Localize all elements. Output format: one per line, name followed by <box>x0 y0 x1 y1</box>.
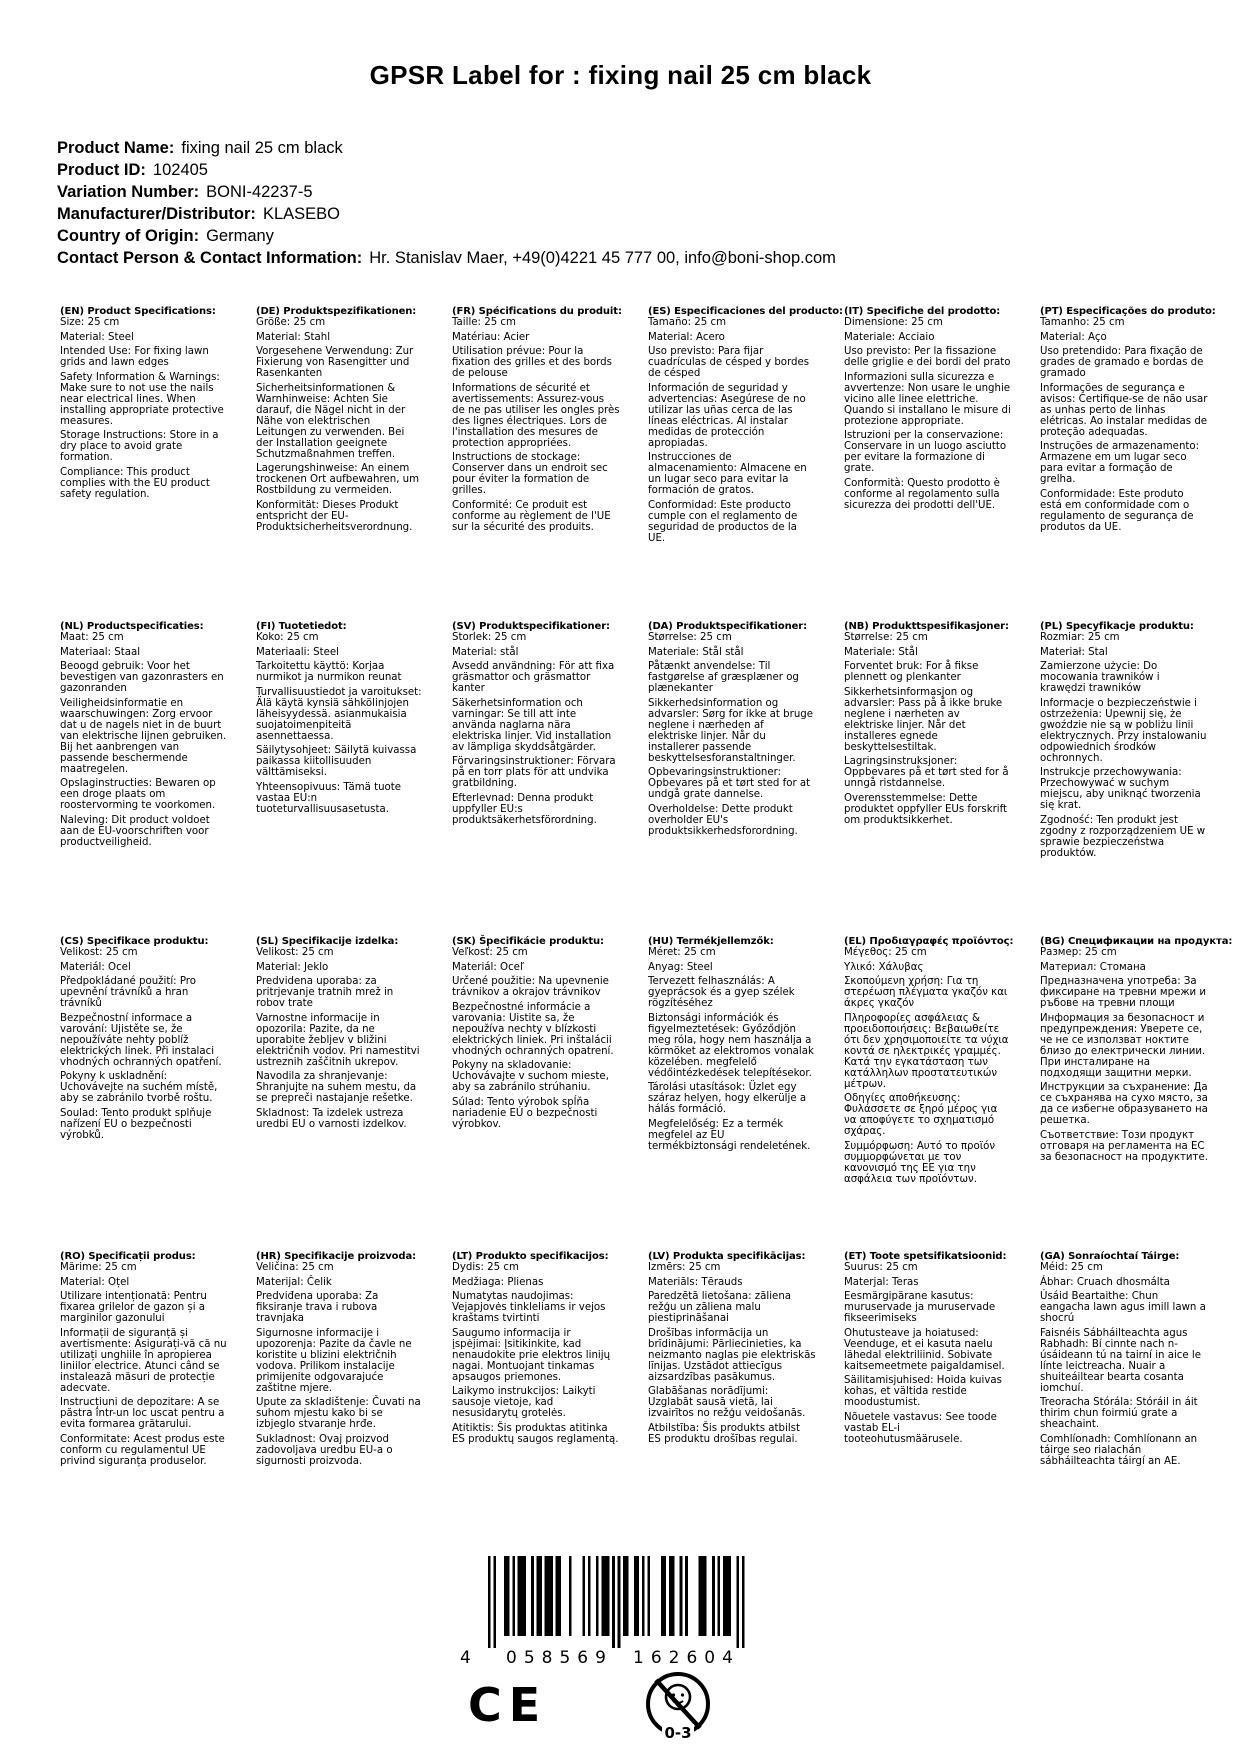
language-block-hr <box>256 1251 424 1470</box>
language-block-paragraph: Storage Instructions: Store in a dry place to avoid grate formation. <box>60 430 219 463</box>
language-block-paragraph: Soulad: Tento produkt splňuje nařízení EU o bezpečnosti výrobků. <box>60 1107 212 1141</box>
language-block-paragraph: Materiale: Stål stål <box>648 646 744 658</box>
language-block-title: (HR) Specifikacije proizvoda: <box>256 1251 417 1262</box>
language-block-paragraph: Συμμόρφωση: Αυτό το προϊόν συμμορφώνεται με τον κανονισμό της ΕΕ για την ασφάλεια των προϊόντων. <box>844 1140 996 1185</box>
language-block-paragraph: Conformità: Questo prodotto è conforme al regolamento sulla sicurezza dei prodotti dell'UE. <box>844 477 1000 511</box>
language-block-nb <box>844 621 1012 936</box>
language-block-paragraph: Dimensione: 25 cm <box>844 317 943 328</box>
language-block-title: (HU) Termékjellemzők: <box>648 936 774 947</box>
language-block-title: (FI) Tuotetiedot: <box>256 621 347 632</box>
language-block-paragraph: Съответствие: Този продукт отговаря на регламента на ЕС за безопасност на продуктите. <box>1040 1129 1208 1163</box>
language-block-fr <box>452 306 620 621</box>
info-value: Germany <box>206 227 274 245</box>
language-block-paragraph: Conformité: Ce produit est conforme au règlement de l'UE sur la sécurité des produits. <box>452 499 611 533</box>
language-block-title: (FR) Spécifications du produit: <box>452 306 622 317</box>
language-block-paragraph: Material: Steel <box>60 331 134 343</box>
language-block-el <box>844 936 1012 1251</box>
language-block-paragraph: Varnostne informacije in opozorila: Pazite, da ne uporabite žebljev v bližini električnih vodov. Pri namestitvi ustreznih zaščitnih ukrepov. <box>256 1012 420 1068</box>
language-block-pl <box>1040 621 1208 936</box>
language-block-title: (ES) Especificaciones del producto: <box>648 306 843 317</box>
language-block-paragraph: Förvaringsinstruktioner: Förvara på en torr plats för att undvika gratbildning. <box>452 756 616 789</box>
language-block-paragraph: Ohutusteave ja hoiatused: Veenduge, et ei kasuta naelu lähedal elektriliinid. Sobivate kaitsemeetmete paigaldamisel. <box>844 1327 1005 1372</box>
barcode <box>450 1556 760 1672</box>
language-block-paragraph: Predviđena uporaba: Za fiksiranje trava i rubova travnjaka <box>256 1291 379 1324</box>
language-grid <box>60 306 1233 1470</box>
language-block-title: (EL) Προδιαγραφές προϊόντος: <box>844 936 1014 947</box>
language-block-paragraph: Opslaginstructies: Bewaren op een droge plaats om roostervorming te voorkomen. <box>60 778 216 811</box>
language-block-paragraph: Zamierzone użycie: Do mocowania trawników i krawędzi trawników <box>1040 661 1160 694</box>
language-block-paragraph: Material: Acero <box>648 331 725 343</box>
language-block-paragraph: Instrucțiuni de depozitare: A se păstra într-un loc uscat pentru a evita formarea grătarului. <box>60 1397 225 1430</box>
language-block-paragraph: Conformitate: Acest produs este conform cu regulamentul UE privind siguranța produselor. <box>60 1433 225 1467</box>
language-block-paragraph: Größe: 25 cm <box>256 317 326 328</box>
language-block-paragraph: Materiale: Stål <box>844 646 918 658</box>
language-block-title: (LV) Produkta specifikācijas: <box>648 1251 806 1262</box>
language-block-paragraph: Instrucciones de almacenamiento: Almacene en un lugar seco para evitar la formación de gratos. <box>648 452 807 496</box>
language-block-paragraph: Material: Aço <box>1040 331 1107 343</box>
language-block-title: (DA) Produktspecifikationer: <box>648 621 808 632</box>
language-block-paragraph: Glabāšanas norādījumi: Uzglabāt sausā vietā, lai izvairītos no režģu veidošanās. <box>648 1386 806 1419</box>
language-block-paragraph: Uso previsto: Per la fissazione delle griglie e dei bordi del prato <box>844 346 1011 368</box>
language-block-paragraph: Konformität: Dieses Produkt entspricht der EU-Produktsicherheitsverordnung. <box>256 499 413 533</box>
language-block-paragraph: Tamanho: 25 cm <box>1040 317 1125 328</box>
language-block-paragraph: Eesmärgipärane kasutus: muruservade ja muruservade fikseerimiseks <box>844 1291 996 1324</box>
info-line <box>57 137 836 159</box>
language-block-paragraph: Информация за безопасност и предупреждения: Уверете се, че не се използват ноктите близо до електрически линии. При инсталиране на подходящи защитни мерки. <box>1040 1012 1206 1079</box>
language-block-paragraph: Bezpečnostné informácie a varovania: Uistite sa, že nepoužíva nechty v blízkosti elektrických liniek. Pri inštalácii vhodných ochranných opatrení. <box>452 1001 614 1057</box>
language-block-sk <box>452 936 620 1251</box>
language-block-paragraph: Předpokládané použití: Pro upevnění trávníků a hran trávníků <box>60 976 196 1009</box>
language-block-paragraph: Méret: 25 cm <box>648 947 716 958</box>
language-block-paragraph: Velikost: 25 cm <box>60 947 138 958</box>
language-block-paragraph: Säilytysohjeet: Säilytä kuivassa paikassa kiitollisuuden välttämiseksi. <box>256 745 417 778</box>
language-block-paragraph: Dydis: 25 cm <box>452 1262 519 1273</box>
language-block-paragraph: Størrelse: 25 cm <box>648 632 732 643</box>
language-block-paragraph: Υλικό: Χάλυβας <box>844 961 924 973</box>
language-block-paragraph: Istruzioni per la conservazione: Conservare in un luogo asciutto per evitare la formazione di grate. <box>844 430 1007 474</box>
language-block-title: (GA) Sonraíochtaí Táirge: <box>1040 1251 1180 1262</box>
language-block-paragraph: Úsáid Beartaithe: Chun eangacha lawn agus imill lawn a shocrú <box>1040 1291 1206 1324</box>
language-block-paragraph: Materiál: Ocel <box>60 961 131 973</box>
language-block-paragraph: Instruções de armazenamento: Armazene em um lugar seco para evitar a formação de grelha. <box>1040 441 1200 485</box>
language-block-paragraph: Sukladnost: Ovaj proizvod zadovoljava uredbu EU-a o sigurnosti proizvoda. <box>256 1433 393 1467</box>
language-block-paragraph: Материал: Стомана <box>1040 961 1146 973</box>
language-block-pt <box>1040 306 1216 621</box>
language-block-sl <box>256 936 424 1251</box>
info-value: 102405 <box>152 161 208 179</box>
language-block-paragraph: Veiligheidsinformatie en waarschuwingen: Zorg ervoor dat u de nagels niet in de buurt van elektrische lijnen gebruiken. Bij het aanbrengen van passende beschermende maatregelen. <box>60 697 227 775</box>
info-line <box>57 181 836 203</box>
language-block-title: (PL) Specyfikacje produktu: <box>1040 621 1194 632</box>
language-block-paragraph: Velikost: 25 cm <box>256 947 334 958</box>
language-block-title: (RO) Specificații produs: <box>60 1251 196 1262</box>
language-block-nl <box>60 621 228 936</box>
info-line <box>57 225 836 247</box>
language-block-ro <box>60 1251 228 1470</box>
language-block-paragraph: Beoogd gebruik: Voor het bevestigen van gazonrasters en gazonranden <box>60 661 224 694</box>
language-block-paragraph: Lagringsinstruksjoner: Oppbevares på et tørt sted for å unngå ristdannelse. <box>844 756 1009 789</box>
language-block-paragraph: Materiale: Acciaio <box>844 331 935 343</box>
language-block-paragraph: Mărime: 25 cm <box>60 1262 137 1273</box>
language-block-paragraph: Instructions de stockage: Conserver dans un endroit sec pour éviter la formation de grilles. <box>452 452 608 496</box>
language-block-paragraph: Naleving: Dit product voldoet aan de EU-voorschriften voor productveiligheid. <box>60 814 210 848</box>
language-block-paragraph: Lagerungshinweise: An einem trockenen Ort aufbewahren, um Rostbildung zu vermeiden. <box>256 463 420 496</box>
language-block-title: (ET) Toote spetsifikatsioonid: <box>844 1251 1007 1262</box>
page-title: GPSR Label for : fixing nail 25 cm black <box>369 60 872 90</box>
language-block-paragraph: Tamaño: 25 cm <box>648 317 727 328</box>
language-block-title: (EN) Product Specifications: <box>60 306 216 317</box>
language-block-paragraph: Súlad: Tento výrobok spĺňa nariadenie EÚ o bezpečnosti výrobkov. <box>452 1096 598 1130</box>
info-label: Manufacturer/Distributor: <box>57 205 256 223</box>
language-block-title: (BG) Спецификации на продукта: <box>1040 936 1233 947</box>
language-block-paragraph: Tarkoitettu käyttö: Korjaa nurmikot ja nurmikon reunat <box>256 661 402 683</box>
language-block-paragraph: Vorgesehene Verwendung: Zur Fixierung von Rasengitter und Rasenkanten <box>256 346 414 379</box>
language-block-lv <box>648 1251 816 1470</box>
language-block-paragraph: Laikymo instrukcijos: Laikyti sausoje vietoje, kad nesusidarytų grotelės. <box>452 1386 596 1419</box>
language-block-paragraph: Megfelelőség: Ez a termék megfelel az EU termékbiztonsági rendeletének. <box>648 1118 811 1152</box>
language-block-paragraph: Informații de siguranță și avertismente: Asigurați-vă că nu utilizați unghiile în apropierea liniilor electrice. Atunci când se instalează măsuri de protecție adecvate. <box>60 1327 227 1394</box>
barcode-right-group: 162604 <box>633 1648 740 1668</box>
language-block-paragraph: Compliance: This product complies with the EU product safety regulation. <box>60 466 210 500</box>
language-block-paragraph: Overensstemmelse: Dette produktet oppfyller EUs forskrift om produktsikkerhet. <box>844 792 1008 826</box>
language-block-paragraph: Taille: 25 cm <box>452 317 516 328</box>
language-block-paragraph: Предназначена употреба: За фиксиране на тревни мрежи и ръбове на тревни площи <box>1040 976 1206 1009</box>
language-block-paragraph: Pokyny k uskladnění: Uchovávejte na suchém místě, aby se zabránilo tvorbě roštu. <box>60 1071 218 1104</box>
product-info <box>57 137 836 269</box>
language-block-paragraph: Atbilstība: Šis produkts atbilst ES produktu drošības regulai. <box>648 1422 800 1445</box>
language-block-title: (NL) Productspecificaties: <box>60 621 204 632</box>
info-value: KLASEBO <box>262 205 340 223</box>
language-block-lt <box>452 1251 620 1470</box>
language-block-paragraph: Sikkerhetsinformasjon og advarsler: Pass på å ikke bruke neglene i nærheten av elektriske linjer. Når det installeres egnede beskyttelsestiltak. <box>844 686 1003 753</box>
barcode-svg <box>450 1556 760 1668</box>
language-block-paragraph: Materiāls: Tērauds <box>648 1276 743 1288</box>
language-block-paragraph: Medžiaga: Plienas <box>452 1276 544 1288</box>
info-value: Hr. Stanislav Maer, +49(0)4221 45 777 00, info@boni-shop.com <box>369 249 836 267</box>
language-block-title: (SL) Specifikacije izdelka: <box>256 936 399 947</box>
info-label: Product Name: <box>57 139 175 157</box>
language-block-paragraph: Instrukcje przechowywania: Przechowywać w suchym miejscu, aby uniknąć tworzenia się krat. <box>1040 767 1201 811</box>
language-block-paragraph: Yhteensopivuus: Tämä tuote vastaa EU:n tuoteturvallisuusasetusta. <box>256 781 402 815</box>
language-block-paragraph: Forventet bruk: For å fikse plennett og plenkanter <box>844 661 979 683</box>
language-block-paragraph: Paredzētā lietošana: zāliena režģu un zāliena malu piestiprināšanai <box>648 1291 792 1324</box>
language-block-paragraph: Conformidade: Este produto está em conformidade com o regulamento de segurança de produtos da UE. <box>1040 488 1194 533</box>
language-block-it <box>844 306 1012 621</box>
language-block-paragraph: Οδηγίες αποθήκευσης: Φυλάσσετε σε ξηρό μέρος για να αποφύγετε το σχηματισμό σχάρας. <box>844 1093 998 1137</box>
language-block-fi <box>256 621 424 936</box>
language-block-paragraph: Størrelse: 25 cm <box>844 632 928 643</box>
language-block-title: (SK) Špecifikácie produktu: <box>452 936 604 947</box>
language-block-paragraph: Zgodność: Ten produkt jest zgodny z rozporządzeniem UE w sprawie bezpieczeństwa produktów. <box>1040 814 1206 859</box>
language-block-et <box>844 1251 1012 1470</box>
language-block-ga <box>1040 1251 1208 1470</box>
language-block-paragraph: Påtænkt anvendelse: Til fastgørelse af græsplæner og plænekanter <box>648 661 799 694</box>
language-block-paragraph: Koko: 25 cm <box>256 632 319 643</box>
language-block-paragraph: Ábhar: Cruach dhosmálta <box>1040 1276 1170 1288</box>
language-block-paragraph: Anyag: Steel <box>648 961 713 973</box>
language-block-paragraph: Predvidena uporaba: za pritrjevanje tratnih mrež in robov trate <box>256 976 394 1009</box>
language-block-hu <box>648 936 816 1251</box>
language-block-title: (IT) Specifiche del prodotto: <box>844 306 1001 317</box>
language-block-paragraph: Informações de segurança e avisos: Certifique-se de não usar as unhas perto de linhas elétricas. Ao instalar medidas de proteção adequadas. <box>1040 382 1208 438</box>
prohibition-slash <box>656 1680 700 1728</box>
language-block-paragraph: Rozmiar: 25 cm <box>1040 632 1120 643</box>
language-block-paragraph: Biztonsági információk és figyelmeztetések: Győződjön meg róla, hogy nem használja a körmöket az elektromos vonalak közelében. megfelelő védőintézkedések telepítésekor. <box>648 1012 814 1079</box>
language-block-de <box>256 306 424 621</box>
language-block-paragraph: Navodila za shranjevanje: Shranjujte na suhem mestu, da se prepreči nastajanje rešetke. <box>256 1071 417 1104</box>
language-block-paragraph: Utilisation prévue: Pour la fixation des grilles et des bords de pelouse <box>452 346 612 379</box>
info-label: Product ID: <box>57 161 146 179</box>
language-block-paragraph: Turvallisuustiedot ja varoitukset: Älä käytä kynsiä sähkölinjojen läheisyydessä. asianmukaisia suojatoimenpiteitä asennettaessa. <box>256 686 422 742</box>
language-block-paragraph: Efterlevnad: Denna produkt uppfyller EU:s produktsäkerhetsförordning. <box>452 792 597 826</box>
barcode-left-digit: 4 <box>460 1648 471 1668</box>
language-block-paragraph: Informazioni sulla sicurezza e avvertenze: Non usare le unghie vicino alle linee elettriche. Quando si installano le misure di protezione appropriate. <box>844 371 1011 427</box>
language-block-paragraph: Faisnéis Sábháilteachta agus Rabhadh: Bí cinnte nach n-úsáideann tú na tairní in aice le línte leictreacha. Nuair a shuiteáiltear bearta cosanta iomchuí. <box>1040 1327 1202 1394</box>
language-block-paragraph: Conformidad: Este producto cumple con el reglamento de seguridad de productos de la UE. <box>648 499 798 544</box>
language-block-paragraph: Méid: 25 cm <box>1040 1262 1103 1273</box>
language-block-paragraph: Μέγεθος: 25 cm <box>844 947 927 958</box>
language-block-paragraph: Tervezett felhasználás: A gyeprácsok és a gyep szélek rögzítéséhez <box>648 976 795 1009</box>
info-value: BONI-42237-5 <box>206 183 313 201</box>
language-block-paragraph: Material: stål <box>452 646 519 658</box>
language-block-paragraph: Upute za skladištenje: Čuvati na suhom mjestu kako bi se izbjeglo stvaranje hrđe. <box>256 1397 421 1430</box>
language-block-paragraph: Skladnost: Ta izdelek ustreza uredbi EU o varnosti izdelkov. <box>256 1107 407 1130</box>
language-block-cs <box>60 936 228 1251</box>
language-block-title: (LT) Produkto specifikacijos: <box>452 1251 609 1262</box>
barcode-left-group: 058569 <box>506 1648 613 1668</box>
ce-mark: CE <box>468 1678 548 1732</box>
language-block-bg <box>1040 936 1233 1251</box>
language-block-paragraph: Nõuetele vastavus: See toode vastab EL-i tooteohutusmäärusele. <box>844 1411 997 1445</box>
language-block-paragraph: Informacje o bezpieczeństwie i ostrzeżenia: Upewnij się, że gwoździe nie są w pobliżu linii elektrycznych. Przy instalowaniu odpowiednich środków ochronnych. <box>1040 697 1207 764</box>
language-block-es <box>648 306 843 621</box>
language-block-paragraph: Safety Information & Warnings: Make sure to not use the nails near electrical lines. When installing appropriate protective measures. <box>60 371 224 427</box>
language-block-paragraph: Saugumo informacija ir įspėjimai: Įsitikinkite, kad nenaudokite prie elektros linijų nagai. Montuojant tinkamas apsaugos priemones. <box>452 1327 611 1383</box>
language-block-paragraph: Uso pretendido: Para fixação de grades de gramado e bordas de gramado <box>1040 346 1204 379</box>
language-block-paragraph: Informations de sécurité et avertissements: Assurez-vous de ne pas utiliser les ongles près des lignes électriques. Lors de l'installation des mesures de protection appropriées. <box>452 382 620 449</box>
language-block-paragraph: Uso previsto: Para fijar cuadrículas de césped y bordes de césped <box>648 346 810 379</box>
language-block-paragraph: Size: 25 cm <box>60 317 120 328</box>
language-block-title: (SV) Produktspecifikationer: <box>452 621 610 632</box>
language-block-paragraph: Drošības informācija un brīdinājumi: Pārliecinieties, ka neizmanto naglas pie elektriskās līnijas. Uzstādot attiecīgus aizsardzības pasākumus. <box>648 1327 816 1383</box>
language-block-paragraph: Maat: 25 cm <box>60 632 124 643</box>
language-block-paragraph: Veľkosť: 25 cm <box>452 947 528 958</box>
language-block-paragraph: Materiał: Stal <box>1040 646 1108 658</box>
barcode-bars <box>488 1556 745 1648</box>
age-warning-label: 0-3 <box>664 1724 692 1742</box>
language-block-paragraph: Sikkerhedsinformation og advarsler: Sørg for ikke at bruge neglene i nærheden af elektriske linjer. Når du installerer passende beskyttelsesforanstaltninger. <box>648 697 814 764</box>
language-block-title: (CS) Specifikace produktu: <box>60 936 209 947</box>
info-label: Contact Person & Contact Information: <box>57 249 363 267</box>
language-block-paragraph: Intended Use: For fixing lawn grids and lawn edges <box>60 346 209 368</box>
language-block-paragraph: Treoracha Stórála: Stóráil in áit thirim chun foirmiú grate a sheachaint. <box>1040 1397 1198 1430</box>
language-block-paragraph: Matériau: Acier <box>452 331 530 343</box>
language-block-paragraph: Izmērs: 25 cm <box>648 1262 721 1273</box>
language-block-paragraph: Material: Stahl <box>256 331 331 343</box>
language-block-paragraph: Material: Jeklo <box>256 961 329 973</box>
info-label: Variation Number: <box>57 183 200 201</box>
language-block-en <box>60 306 228 621</box>
language-block-paragraph: Avsedd användning: För att fixa gräsmattor och gräsmattor kanter <box>452 661 615 694</box>
language-block-paragraph: Storlek: 25 cm <box>452 632 527 643</box>
language-block-paragraph: Säkerhetsinformation och varningar: Se till att inte använda naglarna nära elektriska linjer. Vid installation av lämpliga skyddsåtgärder. <box>452 697 612 753</box>
language-block-paragraph: Overholdelse: Dette produkt overholder EU's produktsikkerhedsforordning. <box>648 803 798 837</box>
age-warning-icon <box>640 1668 716 1758</box>
language-block-paragraph: Información de seguridad y advertencias: Asegúrese de no utilizar las uñas cerca de las líneas eléctricas. Al instalar medidas de protección apropiadas. <box>648 382 806 449</box>
info-line <box>57 247 836 269</box>
language-block-paragraph: Инструкции за съхранение: Да се съхранява на сухо място, за да се избегне образуването на решетка. <box>1040 1082 1208 1126</box>
info-label: Country of Origin: <box>57 227 200 245</box>
info-value: fixing nail 25 cm black <box>181 139 343 157</box>
language-block-paragraph: Bezpečnostní informace a varování: Ujistěte se, že nepoužíváte nehty poblíž elektrických linek. Při instalaci vhodných ochranných opatření. <box>60 1012 222 1068</box>
language-block-title: (NB) Produkttspesifikasjoner: <box>844 621 1009 632</box>
language-block-paragraph: Suurus: 25 cm <box>844 1262 918 1273</box>
language-block-paragraph: Размер: 25 cm <box>1040 947 1117 958</box>
language-block-paragraph: Σκοπούμενη χρήση: Για τη στερέωση πλέγματα γκαζόν και άκρες γκαζόν <box>844 976 1008 1009</box>
language-block-paragraph: Utilizare intenționată: Pentru fixarea grilelor de gazon și a marginilor gazonului <box>60 1291 207 1324</box>
language-block-paragraph: Tárolási utasítások: Üzlet egy száraz helyen, hogy elkerülje a hálás formáció. <box>648 1082 807 1115</box>
language-block-paragraph: Sigurnosne informacije i upozorenja: Pazite da čavle ne koristite u blizini električnih vodova. Prilikom instalacije primijenite odgovarajuće zaštitne mjere. <box>256 1327 412 1394</box>
language-block-paragraph: Numatytas naudojimas: Vejapjovės tinkleliams ir vejos kraštams tvirtinti <box>452 1291 606 1324</box>
language-block-paragraph: Material: Oțel <box>60 1276 130 1288</box>
language-block-paragraph: Pokyny na skladovanie: Uchovávajte v suchom mieste, aby sa zabránilo strúhaniu. <box>452 1060 609 1093</box>
language-block-paragraph: Comhlíonadh: Comhlíonann an táirge seo rialachán sábháilteachta táirgí an AE. <box>1040 1433 1198 1467</box>
language-block-paragraph: Veličina: 25 cm <box>256 1262 334 1273</box>
language-block-paragraph: Určené použitie: Na upevnenie trávnikov a okrajov trávnikov <box>452 976 609 998</box>
language-block-paragraph: Πληροφορίες ασφάλειας & προειδοποιήσεις: Βεβαιωθείτε ότι δεν χρησιμοποιείτε τα νύχια κοντά σε ηλεκτρικές γραμμές. Κατά την εγκατάσταση των κατάλληλων προστατευτικών μέτρων. <box>844 1012 1009 1090</box>
info-line <box>57 159 836 181</box>
language-block-paragraph: Säilitamisjuhised: Hoida kuivas kohas, et vältida restide moodustumist. <box>844 1375 1002 1408</box>
language-block-paragraph: Sicherheitsinformationen & Warnhinweise: Achten Sie darauf, die Nägel nicht in der Nähe von elektrischen Leitungen zu verwenden. Bei der Installation geeignete Schutzmaßnahmen treffen. <box>256 382 406 460</box>
language-block-title: (PT) Especificações do produto: <box>1040 306 1216 317</box>
language-block-sv <box>452 621 620 936</box>
language-block-paragraph: Atitiktis: Šis produktas atitinka ES produktų saugos reglamentą. <box>452 1422 619 1445</box>
language-block-da <box>648 621 816 936</box>
info-line <box>57 203 836 225</box>
language-block-paragraph: Materjal: Teras <box>844 1276 919 1288</box>
language-block-paragraph: Materiaali: Steel <box>256 646 339 658</box>
language-block-paragraph: Materiál: Oceľ <box>452 961 524 973</box>
language-block-paragraph: Opbevaringsinstruktioner: Opbevares på et tørt sted for at undgå grate dannelse. <box>648 767 811 800</box>
language-block-paragraph: Materijal: Čelik <box>256 1276 332 1288</box>
language-block-paragraph: Materiaal: Staal <box>60 646 141 658</box>
language-block-title: (DE) Produktspezifikationen: <box>256 306 417 317</box>
